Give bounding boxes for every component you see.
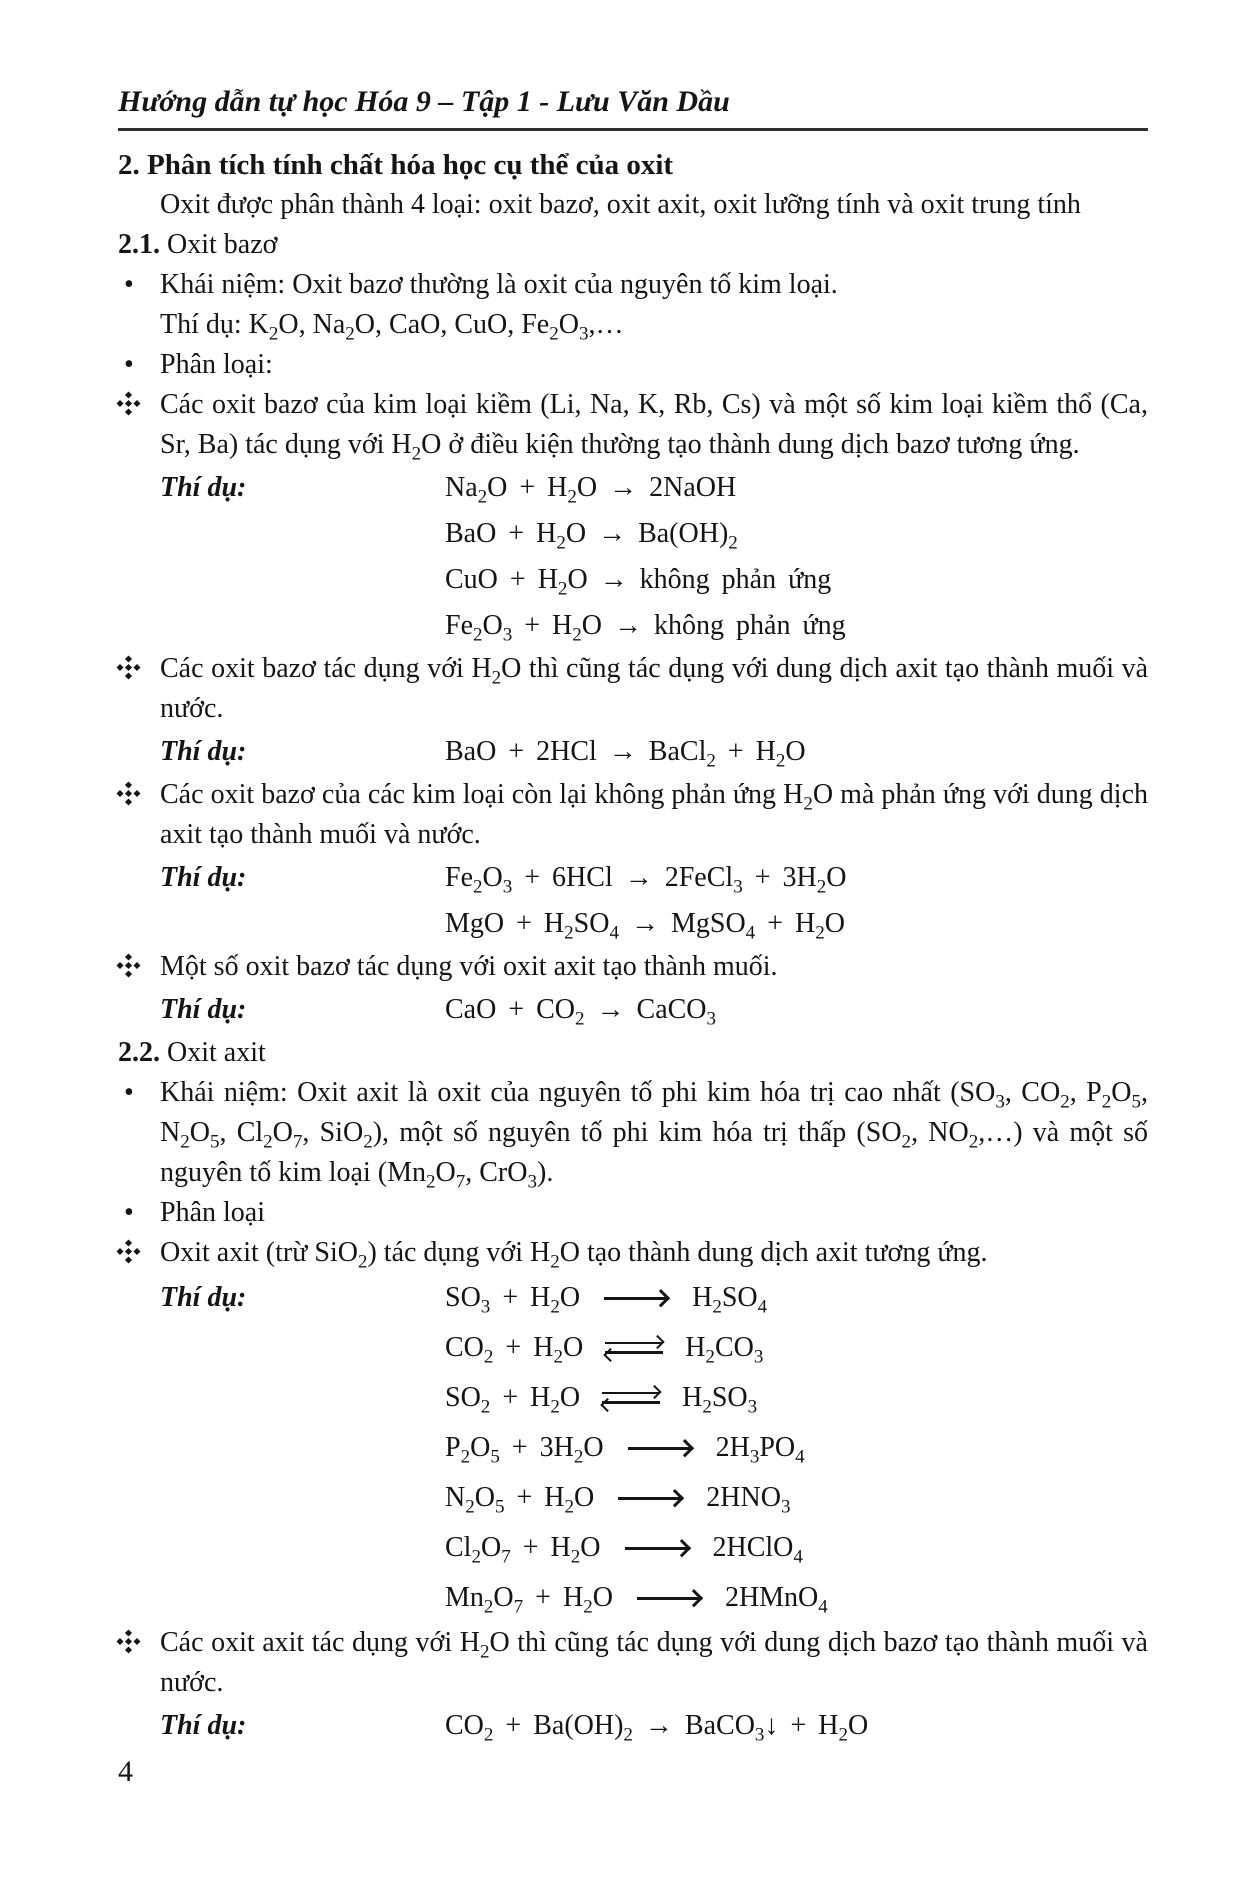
chemical-equation: $Mn_2O_7 + H_2O$ 2HMnO$_4$ xyxy=(445,1582,828,1618)
equation-row xyxy=(118,1523,1148,1573)
equation-row xyxy=(118,1323,1148,1373)
bullet-text: Khái niệm: Oxit axit là oxit của nguyên tố phi kim hóa trị cao nhất ($SO_3$, $CO_2$, $P_2O_5$, $N_2O_5$, $Cl_2O_7$, SiO$_2$), một số nguyên tố phi kim hóa trị thấp ($SO_2$, $NO_2,\dots$) và một số nguyên tố kim loại ($Mn_2O_7$, CrO$_3$). xyxy=(160,1077,1148,1193)
equation-row xyxy=(118,901,1148,947)
equation-row xyxy=(118,1373,1148,1423)
bullet-text: Phân loại xyxy=(160,1197,265,1228)
header-rule xyxy=(118,128,1148,131)
equation-row xyxy=(118,987,1148,1033)
diamond-item-axit xyxy=(118,649,1148,729)
chemical-equation: $SO_2 + H_2O$ $H_2SO_3$ xyxy=(445,1382,758,1418)
chemical-equation: $Fe_2O_3 + 6HCl$ → 2FeCl$_3$ + $3H_2O$ xyxy=(445,862,847,898)
thi-du-label: Thí dụ: xyxy=(160,472,247,503)
dot-bullet-icon: • xyxy=(124,349,134,380)
diamond-bullet-icon xyxy=(125,664,132,671)
equation-row xyxy=(118,1273,1148,1323)
thi-du-label: Thí dụ: xyxy=(160,862,247,893)
paragraph-text: Một số oxit bazơ tác dụng với oxit axit tạo thành muối. xyxy=(160,951,778,982)
diamond-item-kiem xyxy=(118,385,1148,465)
diamond-bullet-icon xyxy=(125,1638,132,1645)
section-heading: 2. Phân tích tính chất hóa học cụ thể của oxit xyxy=(118,149,674,181)
equation-row xyxy=(118,465,1148,511)
chemical-equation: $Na_2O + H_2O$ → 2NaOH xyxy=(445,472,737,508)
dot-bullet-icon: • xyxy=(124,1077,134,1108)
paragraph-text: Các oxit bazơ của các kim loại còn lại không phản ứng $H_2O$ mà phản ứng với dung dịch axit tạo thành muối và nước. xyxy=(160,779,1148,850)
diamond-bullet-icon xyxy=(125,400,132,407)
long-right-arrow-icon xyxy=(618,1497,682,1500)
diamond-bullet-icon xyxy=(125,790,132,797)
diamond-bullet-icon xyxy=(125,1248,132,1255)
bullet-item-phan-loai-axit xyxy=(118,1193,1148,1233)
bullet-text: Khái niệm: Oxit bazơ thường là oxit của nguyên tố kim loại. xyxy=(160,269,838,300)
subsection-number: 2.2. xyxy=(118,1037,160,1068)
chemical-equation: CuO + $H_2O$ → không phản ứng xyxy=(445,564,832,600)
equation-row xyxy=(118,557,1148,603)
long-right-arrow-icon xyxy=(628,1447,692,1450)
dot-bullet-icon: • xyxy=(124,1197,134,1228)
chemical-equation: $CO_2 + Ba(OH)_2$ → BaCO$_3$↓ + $H_2O$ xyxy=(445,1710,869,1746)
chemical-equation: MgO + $H_2SO_4$ → MgSO$_4$ + $H_2O$ xyxy=(445,908,845,944)
chemical-equation: $Fe_2O_3 + H_2O$ → không phản ứng xyxy=(445,610,846,646)
page-number: 4 xyxy=(118,1755,133,1788)
thi-du-label: Thí dụ: xyxy=(160,1282,247,1313)
example-text: Thí dụ: $K_2O$, $Na_2O$, CaO, CuO, $Fe_2O_3,\dots$ xyxy=(160,309,624,345)
equation-row xyxy=(118,511,1148,557)
equation-row xyxy=(118,1423,1148,1473)
equation-row xyxy=(118,729,1148,775)
chemical-equation: BaO + $H_2O \to Ba(OH)_2$ xyxy=(445,518,738,554)
diamond-item-bazo-axit xyxy=(118,1623,1148,1703)
subsection-title: Oxit bazơ xyxy=(167,229,278,260)
running-header: Hướng dẫn tự học Hóa 9 – Tập 1 - Lưu Văn Dầu xyxy=(118,85,730,118)
subsection-2-1-heading xyxy=(118,225,1148,265)
chemical-equation: $SO_3 + H_2O$ $H_2SO_4$ xyxy=(445,1282,768,1318)
thi-du-label: Thí dụ: xyxy=(160,1710,247,1741)
long-right-arrow-icon xyxy=(637,1597,701,1600)
diamond-item-conlai xyxy=(118,775,1148,855)
equilibrium-arrows-icon xyxy=(602,1392,660,1404)
paragraph-text: Oxit axit (trừ SiO$_2$) tác dụng với $H_2O$ tạo thành dung dịch axit tương ứng. xyxy=(160,1237,988,1273)
equation-row xyxy=(118,855,1148,901)
long-right-arrow-icon xyxy=(604,1297,668,1300)
diamond-item-motso xyxy=(118,947,1148,987)
chemical-equation: BaO + 2HCl → BaCl$_2$ + $H_2O$ xyxy=(445,736,806,772)
paragraph-text: Các oxit bazơ của kim loại kiềm (Li, Na, K, Rb, Cs) và một số kim loại kiềm thổ (Ca, Sr, Ba) tác dụng với $H_2O$ ở điều kiện thường tạo thành dung dịch bazơ tương ứng. xyxy=(160,389,1148,465)
equation-row xyxy=(118,1573,1148,1623)
subsection-2-2-heading xyxy=(118,1033,1148,1073)
equilibrium-arrows-icon xyxy=(605,1342,663,1354)
chemical-equation: CaO + $CO_2$ → CaCO$_3$ xyxy=(445,994,717,1030)
bullet-text: Phân loại: xyxy=(160,349,273,380)
bullet-item-khai-niem-axit xyxy=(118,1073,1148,1193)
chemical-equation: $N_2O_5 + H_2O$ $2HNO_3$ xyxy=(445,1482,791,1518)
chemical-equation: $CO_2 + H_2O$ $H_2CO_3$ xyxy=(445,1332,764,1368)
paragraph-text: Các oxit bazơ tác dụng với $H_2O$ thì cũng tác dụng với dung dịch axit tạo thành muối và nước. xyxy=(160,653,1148,724)
long-right-arrow-icon xyxy=(625,1547,689,1550)
subsection-number: 2.1. xyxy=(118,229,160,260)
equation-row xyxy=(118,603,1148,649)
intro-paragraph: Oxit được phân thành 4 loại: oxit bazơ, oxit axit, oxit lưỡng tính và oxit trung tính xyxy=(160,189,1081,220)
chemical-equation: $P_2O_5 + 3H_2O$ $2H_3PO_4$ xyxy=(445,1432,805,1468)
bullet-item-phan-loai-bazo xyxy=(118,345,1148,385)
thi-du-label: Thí dụ: xyxy=(160,994,247,1025)
diamond-item-tru-sio2 xyxy=(118,1233,1148,1273)
dot-bullet-icon: • xyxy=(124,269,134,300)
chemical-equation: $Cl_2O_7 + H_2O$ 2HClO$_4$ xyxy=(445,1532,803,1568)
equation-row xyxy=(118,1473,1148,1523)
equation-row xyxy=(118,1703,1148,1749)
bullet-item-khai-niem-bazo xyxy=(118,265,1148,305)
paragraph-text: Các oxit axit tác dụng với $H_2O$ thì cũng tác dụng với dung dịch bazơ tạo thành muối và nước. xyxy=(160,1627,1148,1698)
subsection-title: Oxit axit xyxy=(167,1037,266,1068)
example-oxide-list-line xyxy=(118,305,1148,345)
diamond-bullet-icon xyxy=(125,962,132,969)
thi-du-label: Thí dụ: xyxy=(160,736,247,767)
